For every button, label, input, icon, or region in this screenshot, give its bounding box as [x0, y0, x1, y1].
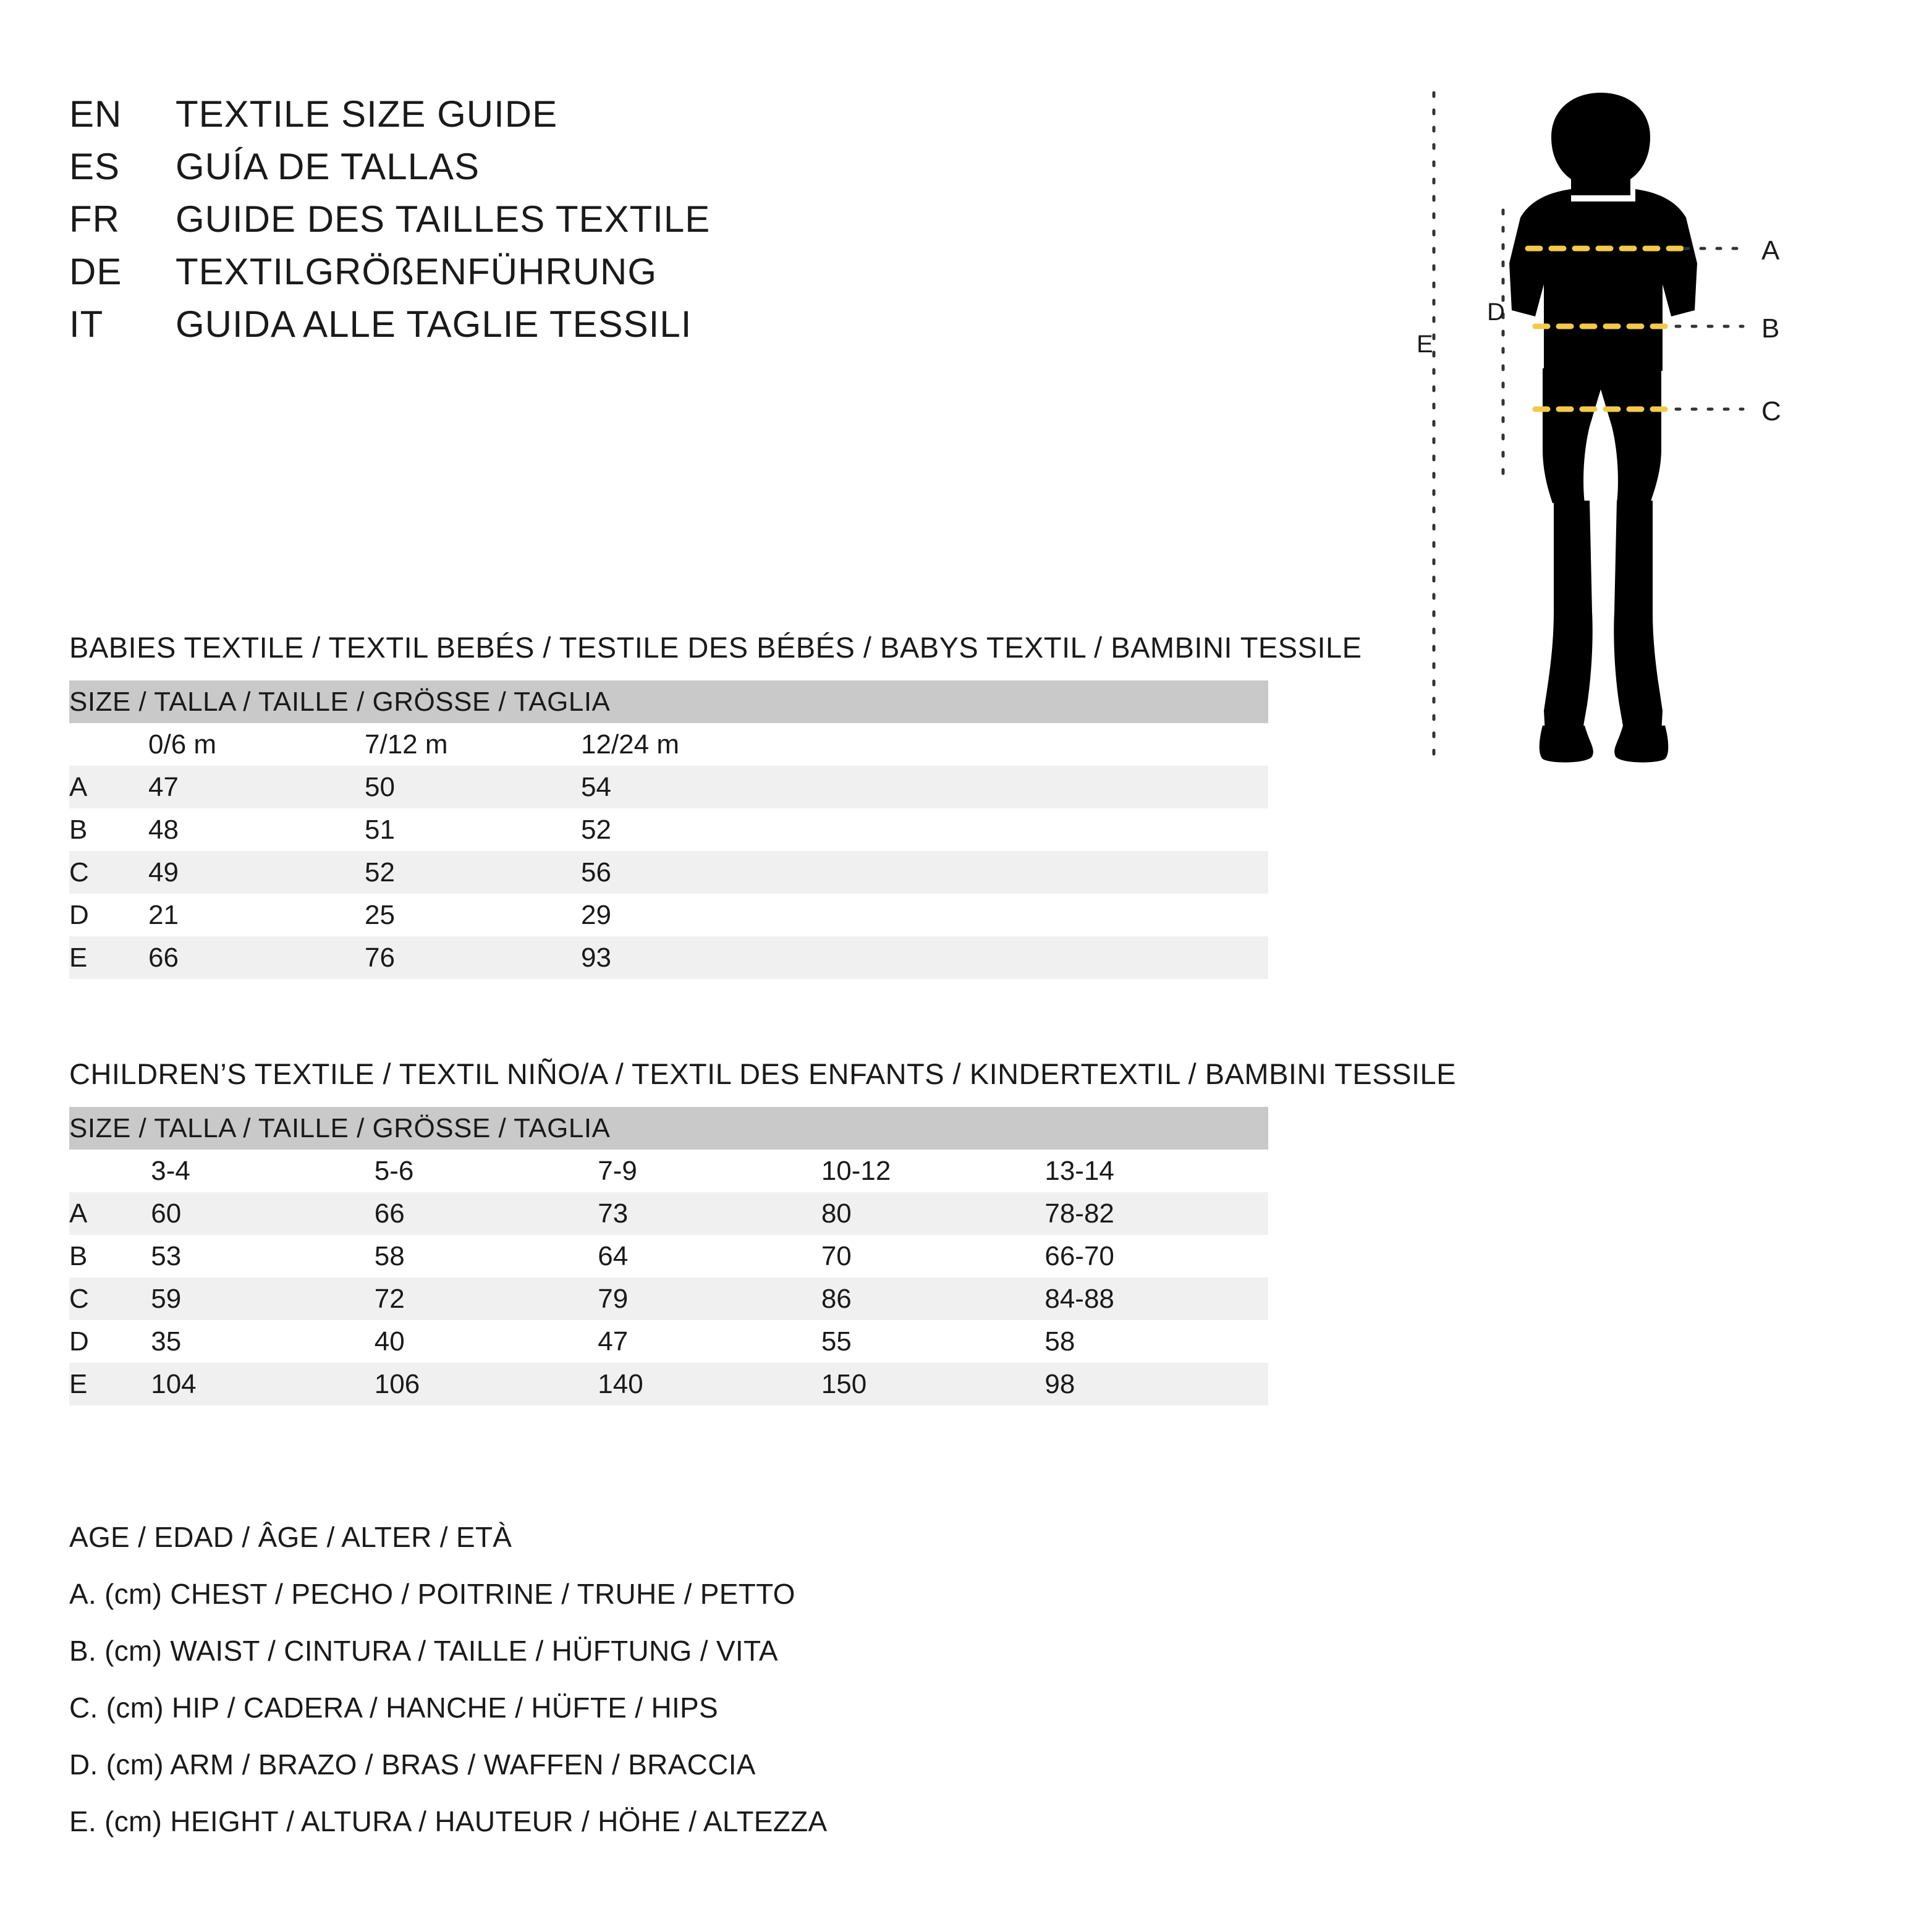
measurement-legend [69, 1520, 1367, 1862]
babies-row-label-c: C [69, 851, 148, 894]
children-d-3: 55 [821, 1320, 1045, 1363]
title-row-en [69, 93, 1244, 135]
children-col-0: 3-4 [151, 1150, 375, 1192]
children-c-3: 86 [821, 1277, 1045, 1320]
table-row [69, 1235, 1268, 1277]
children-column-header-row [69, 1150, 1268, 1192]
babies-col-1: 7/12 m [365, 723, 581, 766]
children-c-4: 84-88 [1044, 1277, 1268, 1320]
legend-arm: D. (cm) ARM / BRAZO / BRAS / WAFFEN / BRACCIA [69, 1748, 756, 1781]
legend-hip: C. (cm) HIP / CADERA / HANCHE / HÜFTE / HIPS [69, 1692, 719, 1724]
section-babies [69, 630, 1362, 979]
children-a-4: 78-82 [1044, 1192, 1268, 1235]
babies-d-2: 29 [581, 894, 797, 936]
children-b-2: 64 [598, 1235, 821, 1277]
babies-row-label-a: A [69, 766, 148, 808]
section-children [69, 1057, 1457, 1405]
children-c-2: 79 [598, 1277, 821, 1320]
title-lang-fr: FR [69, 198, 120, 240]
children-b-0: 53 [151, 1235, 375, 1277]
children-a-2: 73 [598, 1192, 821, 1235]
title-lang-es: ES [69, 146, 121, 187]
title-row-fr [69, 198, 1244, 240]
children-col-3: 10-12 [821, 1150, 1045, 1192]
figure-label-b: B [1761, 313, 1780, 344]
table-row [69, 1192, 1268, 1235]
babies-column-header-row [69, 723, 1268, 766]
children-row-label-b: B [69, 1235, 151, 1277]
babies-b-0: 48 [148, 808, 365, 851]
children-b-3: 70 [821, 1235, 1045, 1277]
babies-c-2: 56 [581, 851, 797, 894]
children-row-label-d: D [69, 1320, 151, 1363]
children-c-1: 72 [375, 1277, 598, 1320]
babies-row-label-d: D [69, 894, 148, 936]
legend-height: E. (cm) HEIGHT / ALTURA / HAUTEUR / HÖHE / ALTEZZA [69, 1805, 828, 1837]
figure-label-a: A [1761, 235, 1780, 266]
title-text-it: GUIDA ALLE TAGLIE TESSILI [176, 303, 692, 345]
babies-band-row [69, 680, 1268, 723]
babies-c-0: 49 [148, 851, 365, 894]
babies-col-2: 12/24 m [581, 723, 797, 766]
legend-chest: A. (cm) CHEST / PECHO / POITRINE / TRUHE / PETTO [69, 1578, 795, 1610]
children-c-0: 59 [151, 1277, 375, 1320]
children-col-2: 7-9 [598, 1150, 821, 1192]
legend-waist: B. (cm) WAIST / CINTURA / TAILLE / HÜFTUNG / VITA [69, 1635, 778, 1667]
children-e-1: 106 [375, 1363, 598, 1405]
children-d-4: 58 [1044, 1320, 1268, 1363]
child-silhouette [1509, 93, 1697, 763]
babies-e-1: 76 [365, 936, 581, 979]
children-corner-cell [69, 1150, 151, 1192]
title-text-fr: GUIDE DES TAILLES TEXTILE [176, 198, 711, 240]
babies-d-0: 21 [148, 894, 365, 936]
babies-size-table [69, 680, 1268, 979]
table-row [69, 894, 1268, 936]
title-lang-de: DE [69, 251, 122, 292]
children-row-label-a: A [69, 1192, 151, 1235]
title-lang-en: EN [69, 93, 122, 135]
table-row [69, 1320, 1268, 1363]
table-row [69, 851, 1268, 894]
children-b-4: 66-70 [1044, 1235, 1268, 1277]
babies-e-0: 66 [148, 936, 365, 979]
children-a-0: 60 [151, 1192, 375, 1235]
babies-heading: BABIES TEXTILE / TEXTIL BEBÉS / TESTILE DES BÉBÉS / BABYS TEXTIL / BAMBINI TESSILE [69, 631, 1362, 664]
title-row-it [69, 303, 1244, 345]
title-block [69, 93, 1244, 355]
table-row [69, 1363, 1268, 1405]
title-lang-it: IT [69, 303, 104, 345]
babies-b-2: 52 [581, 808, 797, 851]
children-col-4: 13-14 [1044, 1150, 1268, 1192]
children-d-0: 35 [151, 1320, 375, 1363]
title-text-en: TEXTILE SIZE GUIDE [176, 93, 558, 135]
children-size-table [69, 1107, 1268, 1405]
babies-a-1: 50 [365, 766, 581, 808]
babies-a-0: 47 [148, 766, 365, 808]
children-e-0: 104 [151, 1363, 375, 1405]
children-e-2: 140 [598, 1363, 821, 1405]
babies-a-2: 54 [581, 766, 797, 808]
babies-c-1: 52 [365, 851, 581, 894]
figure-label-e: E [1417, 331, 1433, 358]
babies-b-1: 51 [365, 808, 581, 851]
babies-e-2: 93 [581, 936, 797, 979]
babies-row-label-e: E [69, 936, 148, 979]
babies-corner-cell [69, 723, 148, 766]
table-row [69, 766, 1268, 808]
babies-col-0: 0/6 m [148, 723, 365, 766]
title-text-de: TEXTILGRÖßENFÜHRUNG [176, 251, 658, 292]
legend-age: AGE / EDAD / ÂGE / ALTER / ETÀ [69, 1521, 512, 1553]
children-col-1: 5-6 [375, 1150, 598, 1192]
babies-band-label: SIZE / TALLA / TAILLE / GRÖSSE / TAGLIA [69, 680, 1268, 723]
children-e-3: 150 [821, 1363, 1045, 1405]
children-a-1: 66 [375, 1192, 598, 1235]
measurement-figure [1397, 80, 1854, 773]
figure-label-d: D [1487, 299, 1505, 326]
table-row [69, 808, 1268, 851]
title-text-es: GUÍA DE TALLAS [176, 146, 480, 187]
children-b-1: 58 [375, 1235, 598, 1277]
figure-label-c: C [1761, 396, 1781, 426]
children-a-3: 80 [821, 1192, 1045, 1235]
babies-row-label-b: B [69, 808, 148, 851]
children-band-row [69, 1107, 1268, 1150]
children-row-label-e: E [69, 1363, 151, 1405]
children-d-2: 47 [598, 1320, 821, 1363]
children-d-1: 40 [375, 1320, 598, 1363]
children-band-label: SIZE / TALLA / TAILLE / GRÖSSE / TAGLIA [69, 1107, 1268, 1150]
children-row-label-c: C [69, 1277, 151, 1320]
babies-d-1: 25 [365, 894, 581, 936]
title-row-de [69, 250, 1244, 293]
children-heading: CHILDREN’S TEXTILE / TEXTIL NIÑO/A / TEXTIL DES ENFANTS / KINDERTEXTIL / BAMBINI TESSILE [69, 1057, 1457, 1090]
table-row [69, 1277, 1268, 1320]
title-row-es [69, 145, 1244, 188]
table-row [69, 936, 1268, 979]
children-e-4: 98 [1044, 1363, 1268, 1405]
